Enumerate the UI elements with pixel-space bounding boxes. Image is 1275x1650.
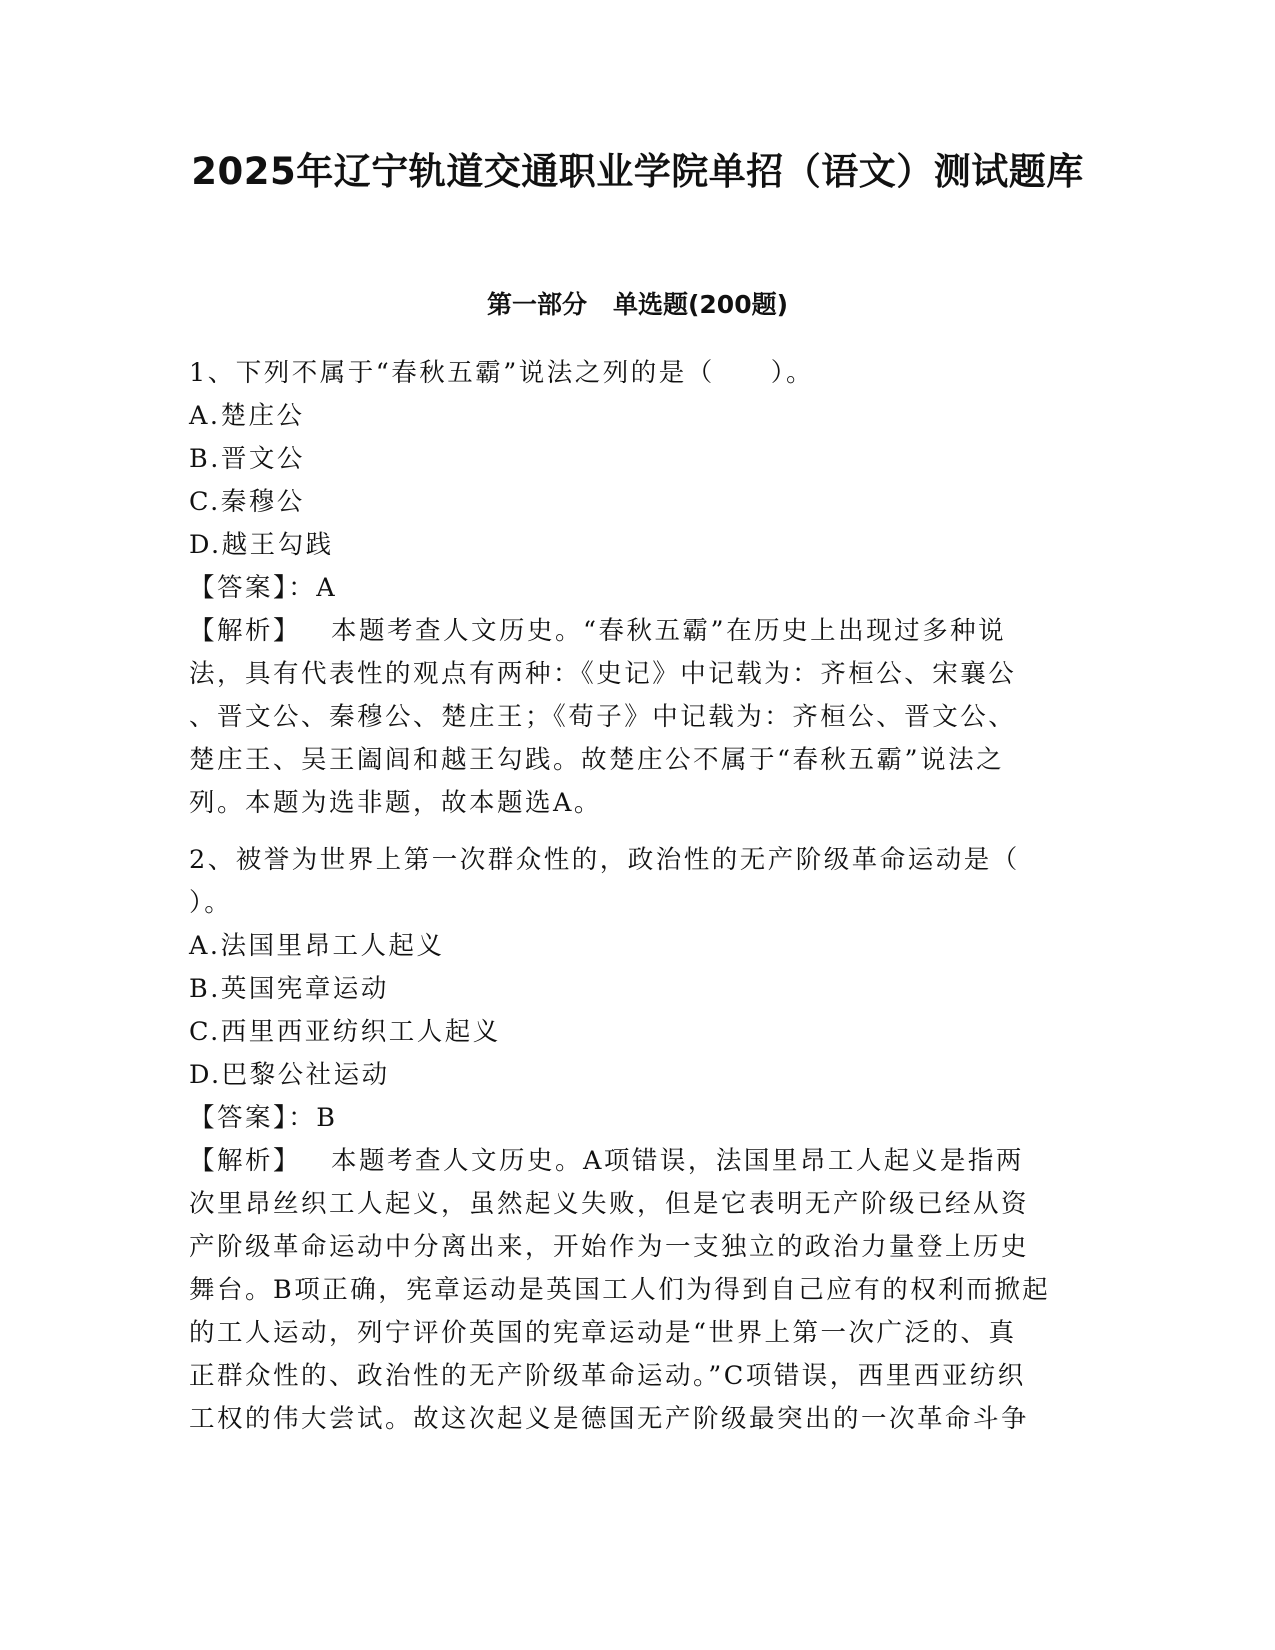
- analysis-line: 的工人运动，列宁评价英国的宪章运动是“世界上第一次广泛的、真: [189, 1318, 1017, 1348]
- question-list: [189, 352, 1079, 1441]
- question-stem-continued: ）。: [189, 888, 233, 918]
- option-c: C.秦穆公: [189, 487, 305, 517]
- answer-label: 【答案】：: [189, 1103, 317, 1133]
- analysis-line: 舞台。B项正确，宪章运动是英国工人们为得到自己应有的权利而掀起: [189, 1275, 1051, 1305]
- analysis-label: 【解析】: [189, 1146, 302, 1176]
- option-b: B.英国宪章运动: [189, 974, 389, 1004]
- analysis-line: 法，具有代表性的观点有两种：《史记》中记载为：齐桓公、宋襄公: [189, 659, 1017, 689]
- analysis-text: 本题考查人文历史。“春秋五霸”在历史上出现过多种说: [331, 616, 1007, 646]
- answer-line: [189, 567, 1079, 610]
- answer-value: A: [316, 573, 338, 603]
- analysis-line: 列。本题为选非题，故本题选A。: [189, 788, 602, 818]
- answer-label: 【答案】：: [189, 573, 317, 603]
- question-stem: 1、下列不属于“春秋五霸”说法之列的是（ ）。: [189, 358, 815, 388]
- answer-line: [189, 1097, 1079, 1140]
- analysis-line: [189, 1140, 1079, 1183]
- question-stem: 2、被誉为世界上第一次群众性的，政治性的无产阶级革命运动是（: [189, 845, 1020, 875]
- section-heading: [0, 288, 1275, 322]
- answer-value: B: [316, 1103, 338, 1133]
- analysis-line: 、晋文公、秦穆公、楚庄王；《荀子》中记载为：齐桓公、晋文公、: [189, 702, 1017, 732]
- section-part: 第一部分: [486, 290, 587, 319]
- option-a: A.楚庄公: [189, 401, 305, 431]
- option-b: B.晋文公: [189, 444, 305, 474]
- option-c: C.西里西亚纺织工人起义: [189, 1017, 501, 1047]
- analysis-line: 正群众性的、政治性的无产阶级革命运动。”C项错误，西里西亚纺织: [189, 1361, 1026, 1391]
- analysis-label: 【解析】: [189, 616, 302, 646]
- option-d: D.越王勾践: [189, 530, 334, 560]
- analysis-line: [189, 610, 1079, 653]
- option-d: D.巴黎公社运动: [189, 1060, 390, 1090]
- document-title: 2025年辽宁轨道交通职业学院单招（语文）测试题库: [191, 150, 1084, 193]
- analysis-line: 楚庄王、吴王阖闾和越王勾践。故楚庄公不属于“春秋五霸”说法之: [189, 745, 1005, 775]
- option-a: A.法国里昂工人起义: [189, 931, 445, 961]
- question-1: [189, 352, 1079, 825]
- question-2: [189, 839, 1079, 1441]
- analysis-line: 产阶级革命运动中分离出来，开始作为一支独立的政治力量登上历史: [189, 1232, 1030, 1262]
- section-name: 单选题(200题): [612, 290, 789, 319]
- analysis-text: 本题考查人文历史。A项错误，法国里昂工人起义是指两: [331, 1146, 1024, 1176]
- analysis-line: 工权的伟大尝试。故这次起义是德国无产阶级最突出的一次革命斗争: [189, 1404, 1030, 1434]
- analysis-line: 次里昂丝织工人起义，虽然起义失败，但是它表明无产阶级已经从资: [189, 1189, 1030, 1219]
